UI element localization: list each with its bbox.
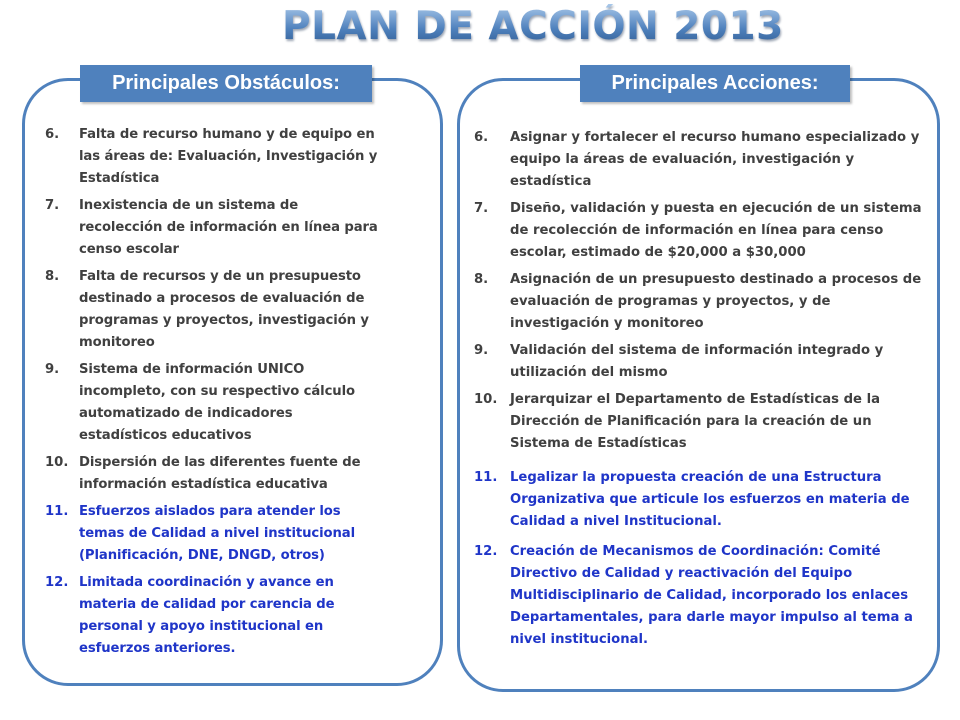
actions-header: Principales Acciones: [580,65,850,102]
obstacle-item: 11. Esfuerzos aislados para atender los temas de Calidad a nivel institucional (Planificación, DNE, DNGD, otros) [45,504,356,563]
action-item: 6. Asignar y fortalecer el recurso humano especializado y equipo la áreas de evaluación, investigación y estadística [474,130,920,189]
actions-list [474,127,929,656]
obstacle-item: 7. Inexistencia de un sistema de recolección de información en línea para censo escolar [45,198,378,257]
obstacles-list [45,124,385,665]
obstacles-header: Principales Obstáculos: [80,65,372,102]
action-item: 7. Diseño, validación y puesta en ejecución de un sistema de recolección de información en línea para censo escolar, estimado de $20,000 a $30,000 [474,201,922,260]
action-item: 11. Legalizar la propuesta creación de una Estructura Organizativa que articule los esfuerzos en materia de Calidad a nivel Institucional. [474,470,910,529]
action-item: 12. Creación de Mecanismos de Coordinación: Comité Directivo de Calidad y reactivación del Equipo Multidisciplinario de Calidad, incorporado los enlaces Departamentales, para darle mayor impulso al tema a nivel institucional. [474,544,913,647]
obstacle-item: 12. Limitada coordinación y avance en materia de calidad por carencia de personal y apoyo institucional en esfuerzos anteriores. [45,575,335,656]
slide-title: PLAN DE ACCIÓN 2013 [282,4,784,49]
obstacle-item: 6. Falta de recurso humano y de equipo en las áreas de: Evaluación, Investigación y Estadística [45,127,378,186]
action-item: 8. Asignación de un presupuesto destinado a procesos de evaluación de programas y proyectos, y de investigación y monitoreo [474,272,922,331]
action-item: 10. Jerarquizar el Departamento de Estadísticas de la Dirección de Planificación para la creación de un Sistema de Estadísticas [474,392,881,451]
obstacle-item: 9. Sistema de información UNICO incompleto, con su respectivo cálculo automatizado de indicadores estadísticos educativos [45,362,355,443]
action-item: 9. Validación del sistema de información integrado y utilización del mismo [474,343,884,380]
obstacle-item: 8. Falta de recursos y de un presupuesto destinado a procesos de evaluación de programas y proyectos, investigación y monitoreo [45,269,369,350]
obstacle-item: 10. Dispersión de las diferentes fuente de información estadística educativa [45,455,361,492]
